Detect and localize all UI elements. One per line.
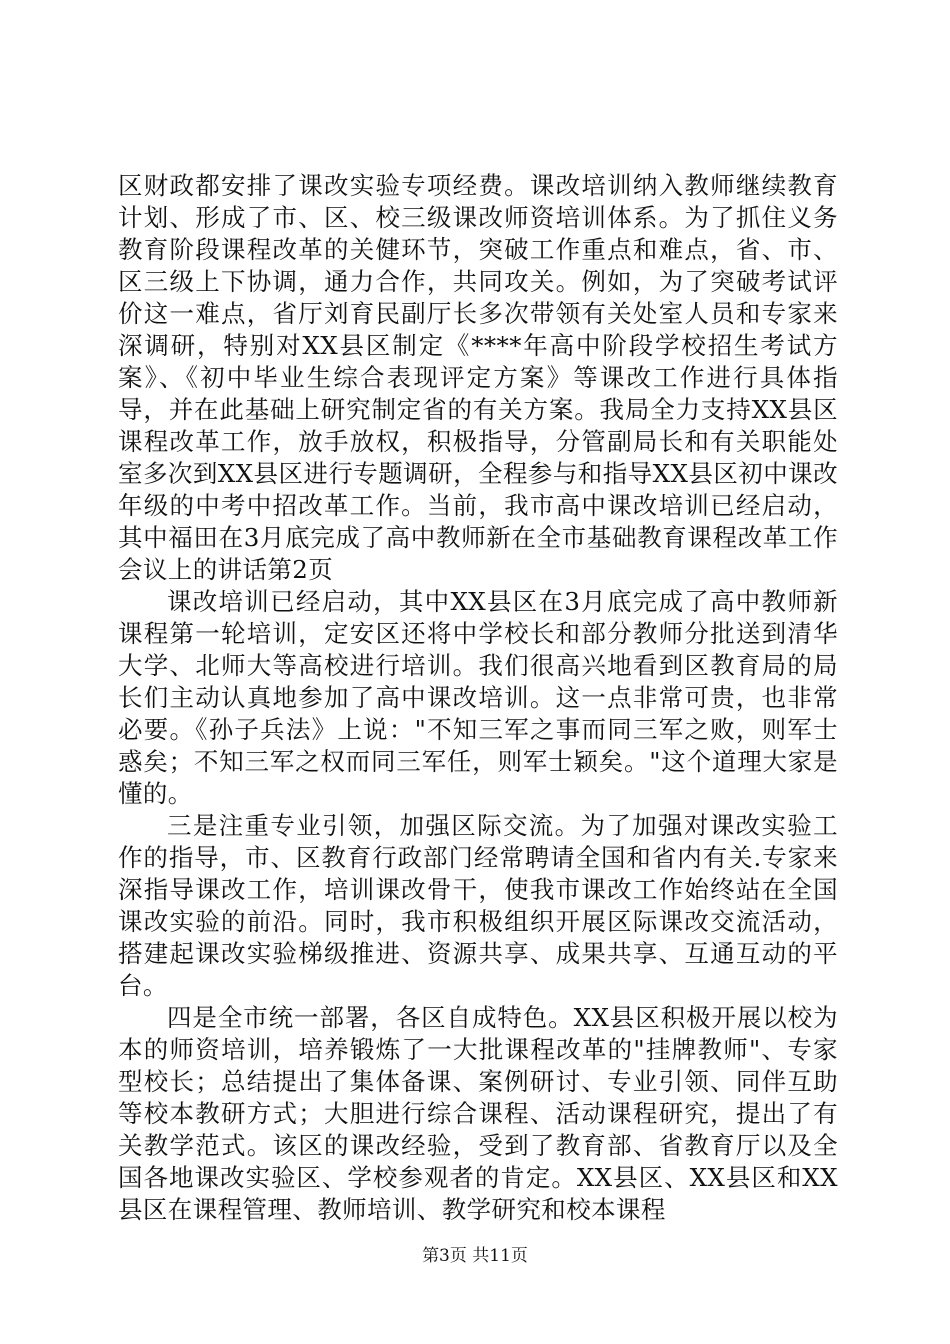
paragraph-4: 四是全市统一部署，各区自成特色。XX县区积极开展以校为本的师资培训，培养锻炼了一大批课程改革的"挂牌教师"、专家型校长；总结提出了集体备课、案例研讨、专业引领、同伴互助等校本教研方式；大胆进行综合课程、活动课程研究，提出了有关教学范式。该区的课改经验，受到了教育部、省教育厅以及全国各地课改实验区、学校参观者的肯定。XX县区、XX县区和XX县区在课程管理、教师培训、教学研究和校本课程 — [118, 1003, 838, 1224]
paragraph-3: 三是注重专业引领，加强区际交流。为了加强对课改实验工作的指导，市、区教育行政部门经常聘请全国和省内有关.专家来深指导课改工作，培训课改骨干，使我市课改工作始终站在全国课改实验的前沿。同时，我市积极组织开展区际课改交流活动，搭建起课改实验梯级推进、资源共享、成果共享、互通互动的平台。 — [118, 811, 838, 1000]
paragraph-1: 区财政都安排了课改实验专项经费。课改培训纳入教师继续教育计划、形成了市、区、校三级课改师资培训体系。为了抓住义务教育阶段课程改革的关健环节，突破工作重点和难点，省、市、区三级上下协调，通力合作，共同攻关。例如，为了突破考试评价这一难点，省厅刘育民副厅长多次带领有关处室人员和专家来深调研，特别对XX县区制定《****年高中阶段学校招生考试方案》、《初中毕业生综合表现评定方案》等课改工作进行具体指导，并在此基础上研究制定省的有关方案。我局全力支持XX县区课程改革工作，放手放权，积极指导，分管副局长和有关职能处室多次到XX县区进行专题调研，全程参与和指导XX县区初中课改年级的中考中招改革工作。当前，我市高中课改培训已经启动，其中福田在3月底完成了高中教师新在全市基础教育课程改革工作会议上的讲话第2页 — [118, 171, 838, 584]
paragraph-2: 课改培训已经启动，其中XX县区在3月底完成了高中教师新课程第一轮培训，定安区还将中学校长和部分教师分批送到清华大学、北师大等高校进行培训。我们很高兴地看到区教育局的局长们主动认真地参加了高中课改培训。这一点非常可贵，也非常必要。《孙子兵法》上说："不知三军之事而同三军之败，则军士惑矣；不知三军之权而同三军任，则军士颖矣。"这个道理大家是懂的。 — [118, 587, 838, 808]
page-footer: 第3页 共11页 — [422, 1246, 528, 1266]
body-text — [118, 170, 838, 1226]
